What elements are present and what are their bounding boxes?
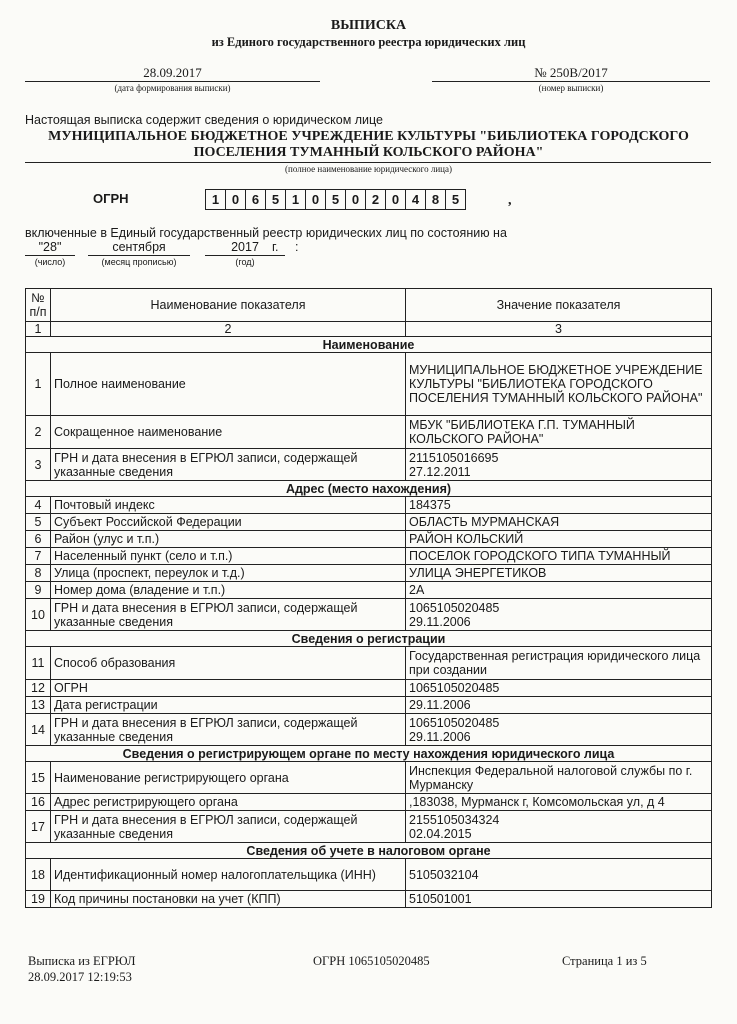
footer-ogrn: ОГРН 1065105020485 (313, 954, 430, 968)
ogrn-digit: 2 (366, 190, 386, 209)
table-row (26, 416, 712, 449)
row-number: 4 (26, 497, 51, 514)
year-suffix: г. (272, 240, 279, 254)
row-number: 12 (26, 680, 51, 697)
date-day: "28" (38, 240, 62, 254)
row-name: Полное наименование (51, 353, 406, 416)
section-row (26, 746, 712, 762)
row-name: ОГРН (51, 680, 406, 697)
row-name: Дата регистрации (51, 697, 406, 714)
row-value: РАЙОН КОЛЬСКИЙ (406, 531, 712, 548)
row-number: 2 (26, 416, 51, 449)
ogrn-digit: 0 (386, 190, 406, 209)
table-row (26, 449, 712, 481)
table-row (26, 582, 712, 599)
column-numbers-row (26, 322, 712, 337)
row-number: 3 (26, 449, 51, 481)
row-number: 16 (26, 794, 51, 811)
footer-left-title: Выписка из ЕГРЮЛ (28, 954, 136, 968)
row-number: 15 (26, 762, 51, 794)
month-underline (88, 255, 190, 256)
grn-date: 02.04.2015 (409, 826, 472, 841)
section-title: Сведения о регистрации (26, 631, 712, 647)
table-row (26, 548, 712, 565)
section-title: Наименование (26, 337, 712, 353)
intro-text: Настоящая выписка содержит сведения о юридическом лице (25, 113, 384, 127)
row-number: 1 (26, 353, 51, 416)
section-row (26, 631, 712, 647)
column-number: 3 (406, 322, 712, 337)
row-number: 6 (26, 531, 51, 548)
date-year: 2017 (231, 240, 259, 254)
table-row (26, 714, 712, 746)
date-underline (25, 81, 320, 82)
ogrn-digit: 5 (326, 190, 346, 209)
table-row (26, 794, 712, 811)
row-number: 11 (26, 647, 51, 680)
org-underline (25, 162, 711, 163)
row-name: ГРН и дата внесения в ЕГРЮЛ записи, содержащей указанные сведения (51, 449, 406, 481)
table-row (26, 497, 712, 514)
row-number: 5 (26, 514, 51, 531)
row-name: Почтовый индекс (51, 497, 406, 514)
row-name: Наименование регистрирующего органа (51, 762, 406, 794)
header-value: Значение показателя (406, 289, 712, 322)
grn-value: 2115105016695 (409, 450, 499, 465)
row-name: Адрес регистрирующего органа (51, 794, 406, 811)
section-row (26, 481, 712, 497)
table-row (26, 762, 712, 794)
row-value (406, 811, 712, 843)
ogrn-digit: 5 (266, 190, 286, 209)
row-name: Идентификационный номер налогоплательщика (ИНН) (51, 859, 406, 891)
ogrn-digit: 1 (286, 190, 306, 209)
section-title: Сведения об учете в налоговом органе (26, 843, 712, 859)
row-name: Улица (проспект, переулок и т.д.) (51, 565, 406, 582)
ogrn-digit: 5 (451, 192, 460, 207)
row-number: 19 (26, 891, 51, 908)
row-number: 17 (26, 811, 51, 843)
row-value (406, 714, 712, 746)
table-header-row (26, 289, 712, 322)
extract-date-caption: (дата формирования выписки) (114, 83, 231, 93)
footer-timestamp: 28.09.2017 12:19:53 (28, 970, 132, 984)
table-row (26, 599, 712, 631)
ogrn-digit: 0 (226, 190, 246, 209)
row-value: ,183038, Мурманск г, Комсомольская ул, д 4 (406, 794, 712, 811)
grn-value: 1065105020485 (409, 715, 500, 730)
date-month: сентября (112, 240, 166, 254)
table-row (26, 697, 712, 714)
row-name: Район (улус и т.п.) (51, 531, 406, 548)
header-num: № п/п (26, 289, 51, 322)
column-number: 1 (26, 322, 51, 337)
table-row (26, 891, 712, 908)
table-row (26, 565, 712, 582)
ogrn-digit: 0 (346, 190, 366, 209)
ogrn-digit: 8 (426, 190, 446, 209)
section-title: Адрес (место нахождения) (26, 481, 712, 497)
month-caption: (месяц прописью) (101, 257, 177, 267)
included-text: включенные в Единый государственный реестр юридических лиц по состоянию на (25, 226, 507, 240)
extract-number: № 250В/2017 (534, 65, 608, 80)
org-name-line2: ПОСЕЛЕНИЯ ТУМАННЫЙ КОЛЬСКОГО РАЙОНА" (193, 145, 544, 160)
row-name: Сокращенное наименование (51, 416, 406, 449)
day-underline (25, 255, 75, 256)
row-name: Населенный пункт (село и т.п.) (51, 548, 406, 565)
table-row (26, 514, 712, 531)
ogrn-digit: 4 (406, 190, 426, 209)
grn-date: 29.11.2006 (409, 614, 471, 629)
table-row (26, 811, 712, 843)
row-value: МУНИЦИПАЛЬНОЕ БЮДЖЕТНОЕ УЧРЕЖДЕНИЕ КУЛЬТУРЫ "БИБЛИОТЕКА ГОРОДСКОГО ПОСЕЛЕНИЯ ТУМАННЫЙ КОЛЬСКОГО РАЙОНА" (406, 353, 712, 416)
row-value: 184375 (406, 497, 712, 514)
day-caption: (число) (34, 257, 66, 267)
row-value: УЛИЦА ЭНЕРГЕТИКОВ (406, 565, 712, 582)
column-number: 2 (51, 322, 406, 337)
row-value: 2А (406, 582, 712, 599)
table-row (26, 680, 712, 697)
grn-date: 29.11.2006 (409, 729, 471, 744)
row-name: Код причины постановки на учет (КПП) (51, 891, 406, 908)
ogrn-digit: 0 (306, 190, 326, 209)
grn-date: 27.12.2011 (409, 464, 471, 479)
extract-date: 28.09.2017 (143, 65, 202, 80)
section-row (26, 337, 712, 353)
row-name: ГРН и дата внесения в ЕГРЮЛ записи, содержащей указанные сведения (51, 811, 406, 843)
document-subtitle: из Единого государственного реестра юридических лиц (211, 35, 526, 49)
row-value: ОБЛАСТЬ МУРМАНСКАЯ (406, 514, 712, 531)
row-value (406, 449, 712, 481)
year-underline (205, 255, 285, 256)
number-underline (432, 81, 710, 82)
row-value: 1065105020485 (406, 680, 712, 697)
footer-page-number: Страница 1 из 5 (562, 954, 647, 968)
ogrn-digit: 6 (246, 190, 266, 209)
row-number: 14 (26, 714, 51, 746)
ogrn-digit: 1 (206, 190, 226, 209)
row-value: 5105032104 (406, 859, 712, 891)
row-value: Государственная регистрация юридического лица при создании (406, 647, 712, 680)
row-value: Инспекция Федеральной налоговой службы по г. Мурманску (406, 762, 712, 794)
row-number: 8 (26, 565, 51, 582)
header-name: Наименование показателя (51, 289, 406, 322)
row-name: Номер дома (владение и т.п.) (51, 582, 406, 599)
row-name: ГРН и дата внесения в ЕГРЮЛ записи, содержащей указанные сведения (51, 599, 406, 631)
row-number: 10 (26, 599, 51, 631)
org-name-line1: МУНИЦИПАЛЬНОЕ БЮДЖЕТНОЕ УЧРЕЖДЕНИЕ КУЛЬТУРЫ "БИБЛИОТЕКА ГОРОДСКОГО (48, 129, 689, 144)
year-caption: (год) (235, 257, 255, 267)
org-name-caption: (полное наименование юридического лица) (285, 164, 452, 174)
row-number: 13 (26, 697, 51, 714)
row-value: 29.11.2006 (406, 697, 712, 714)
section-title: Сведения о регистрирующем органе по месту нахождения юридического лица (26, 746, 712, 762)
extract-number-caption: (номер выписки) (538, 83, 604, 93)
row-value: ПОСЕЛОК ГОРОДСКОГО ТИПА ТУМАННЫЙ (406, 548, 712, 565)
table-row (26, 531, 712, 548)
table-row (26, 353, 712, 416)
row-value (406, 599, 712, 631)
date-colon: : (295, 240, 299, 254)
ogrn-digit-boxes (205, 189, 466, 210)
grn-value: 1065105020485 (409, 600, 500, 615)
egrul-table (25, 288, 712, 908)
row-name: Субъект Российской Федерации (51, 514, 406, 531)
row-name: ГРН и дата внесения в ЕГРЮЛ записи, содержащей указанные сведения (51, 714, 406, 746)
grn-value: 2155105034324 (409, 812, 500, 827)
table-row (26, 647, 712, 680)
row-value: МБУК "БИБЛИОТЕКА Г.П. ТУМАННЫЙ КОЛЬСКОГО РАЙОНА" (406, 416, 712, 449)
row-name: Способ образования (51, 647, 406, 680)
table-row (26, 859, 712, 891)
section-row (26, 843, 712, 859)
row-value: 510501001 (406, 891, 712, 908)
ogrn-comma: , (508, 193, 512, 208)
ogrn-label: ОГРН (93, 191, 129, 206)
row-number: 9 (26, 582, 51, 599)
row-number: 7 (26, 548, 51, 565)
row-number: 18 (26, 859, 51, 891)
document-title: ВЫПИСКА (330, 18, 407, 33)
